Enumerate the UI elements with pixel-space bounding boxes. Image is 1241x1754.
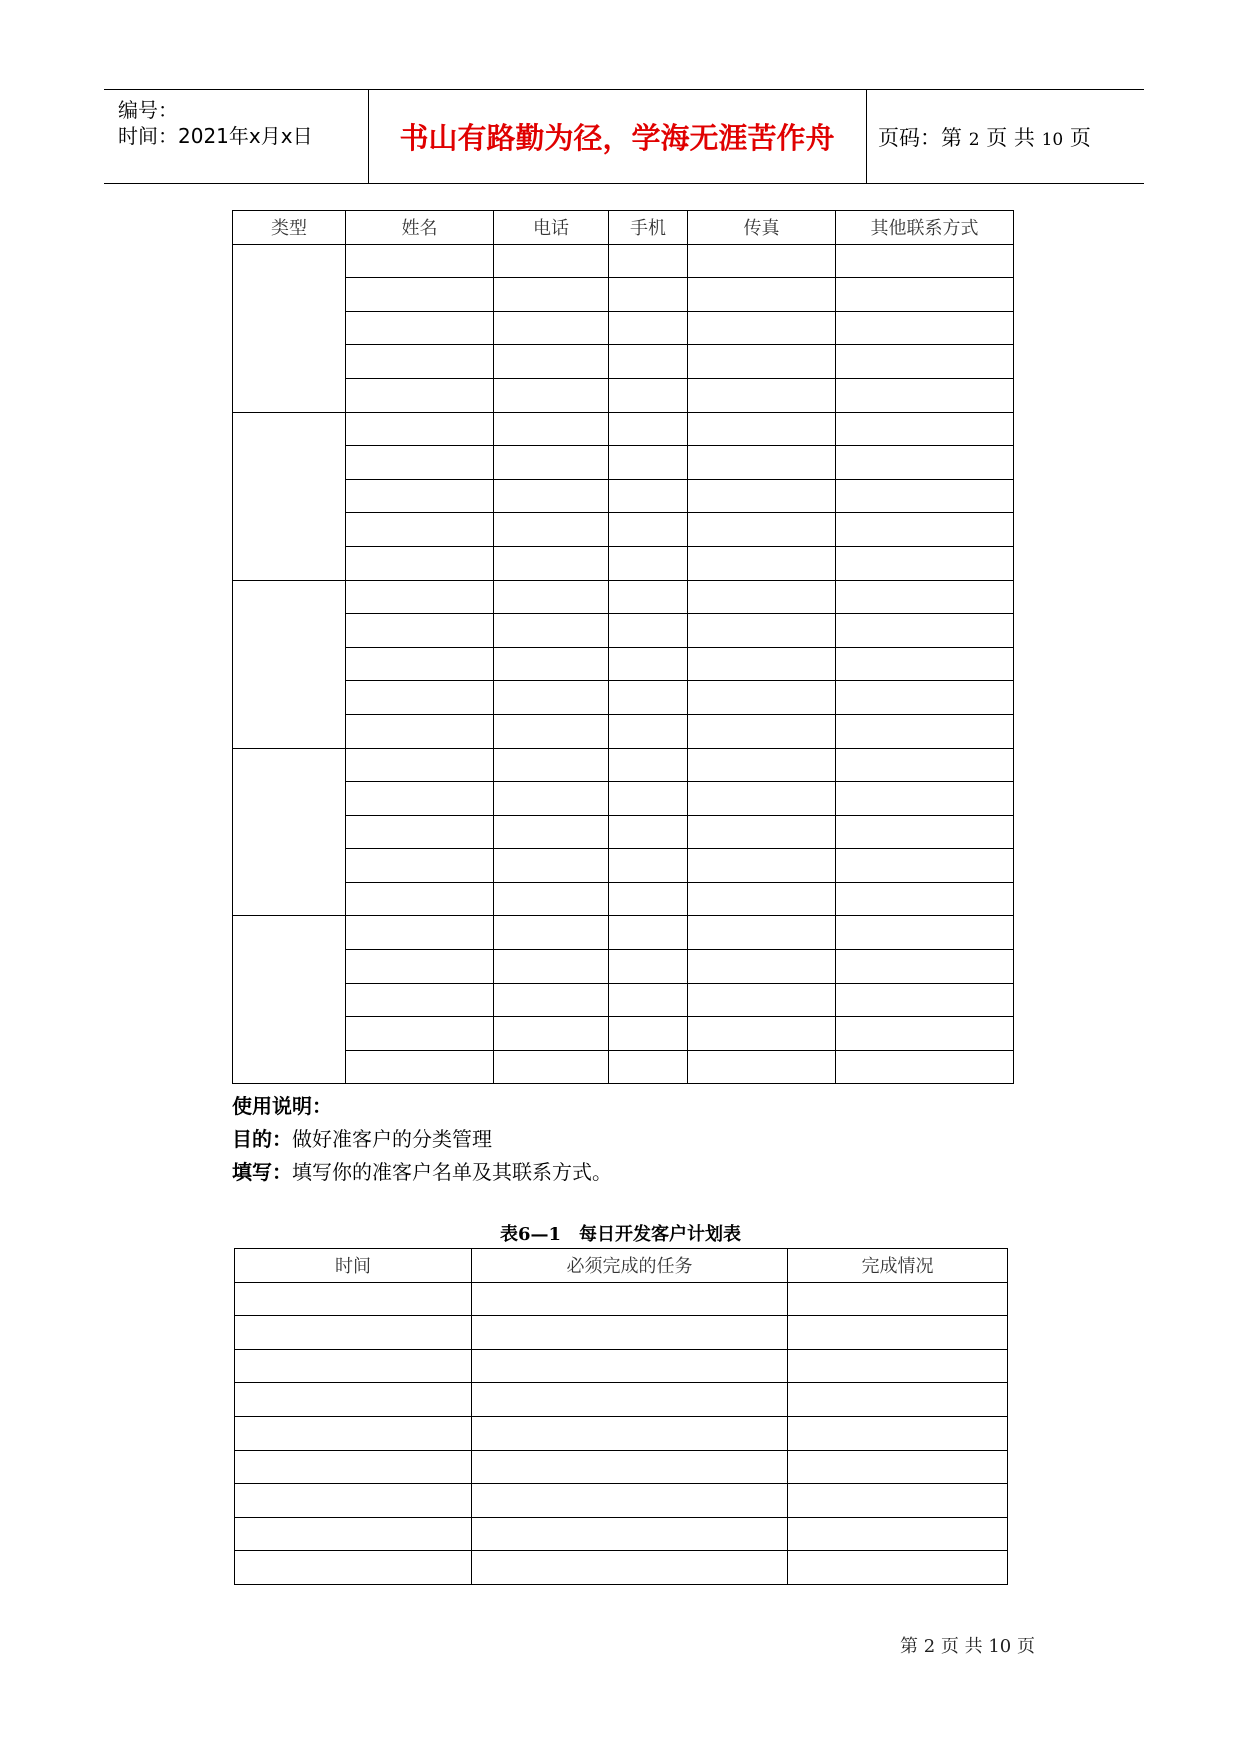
plan-table-body bbox=[235, 1282, 1008, 1584]
time-cell[interactable] bbox=[235, 1517, 472, 1551]
other-contact-cell[interactable] bbox=[836, 345, 1014, 379]
mobile-cell[interactable] bbox=[609, 782, 688, 816]
other-contact-cell[interactable] bbox=[836, 983, 1014, 1017]
table-row bbox=[235, 1484, 1008, 1518]
fax-cell[interactable] bbox=[688, 278, 836, 312]
task-cell[interactable] bbox=[472, 1450, 788, 1484]
table-row bbox=[233, 479, 1014, 513]
fill-line bbox=[232, 1156, 612, 1189]
table-row bbox=[233, 849, 1014, 883]
fax-cell[interactable] bbox=[688, 849, 836, 883]
col-header-other-contact: 其他联系方式 bbox=[836, 211, 1014, 245]
table-row bbox=[233, 647, 1014, 681]
time-cell[interactable] bbox=[235, 1349, 472, 1383]
other-contact-cell[interactable] bbox=[836, 1050, 1014, 1084]
name-cell[interactable] bbox=[346, 1050, 494, 1084]
table-row bbox=[235, 1282, 1008, 1316]
mobile-cell[interactable] bbox=[609, 647, 688, 681]
page-suffix: 页 bbox=[1069, 126, 1091, 150]
task-cell[interactable] bbox=[472, 1517, 788, 1551]
phone-cell[interactable] bbox=[494, 278, 609, 312]
mobile-cell[interactable] bbox=[609, 546, 688, 580]
fax-cell[interactable] bbox=[688, 714, 836, 748]
mobile-cell[interactable] bbox=[609, 446, 688, 480]
header-info-cell bbox=[104, 90, 369, 183]
table-row bbox=[233, 950, 1014, 984]
mobile-cell[interactable] bbox=[609, 580, 688, 614]
table-row bbox=[233, 311, 1014, 345]
other-contact-cell[interactable] bbox=[836, 311, 1014, 345]
status-cell[interactable] bbox=[788, 1416, 1008, 1450]
table-row bbox=[233, 1017, 1014, 1051]
document-header bbox=[104, 89, 1144, 184]
page-mid: 页 共 bbox=[986, 126, 1035, 150]
time-cell[interactable] bbox=[235, 1484, 472, 1518]
page-footer: 第 2 页 共 10 页 bbox=[900, 1636, 1035, 1657]
mobile-cell[interactable] bbox=[609, 815, 688, 849]
name-cell[interactable] bbox=[346, 446, 494, 480]
purpose-text: 做好准客户的分类管理 bbox=[292, 1127, 492, 1151]
name-cell[interactable] bbox=[346, 782, 494, 816]
contact-table-body bbox=[233, 244, 1014, 1084]
name-cell[interactable] bbox=[346, 815, 494, 849]
mobile-cell[interactable] bbox=[609, 412, 688, 446]
page-total: 10 bbox=[1041, 130, 1064, 150]
type-cell[interactable] bbox=[233, 916, 346, 1084]
fill-label: 填写： bbox=[232, 1160, 292, 1184]
other-contact-cell[interactable] bbox=[836, 815, 1014, 849]
name-cell[interactable] bbox=[346, 849, 494, 883]
other-contact-cell[interactable] bbox=[836, 580, 1014, 614]
other-contact-cell[interactable] bbox=[836, 278, 1014, 312]
table-row bbox=[233, 916, 1014, 950]
name-cell[interactable] bbox=[346, 714, 494, 748]
table-row bbox=[233, 513, 1014, 547]
plan-table bbox=[234, 1248, 1008, 1585]
other-contact-cell[interactable] bbox=[836, 479, 1014, 513]
phone-cell[interactable] bbox=[494, 546, 609, 580]
mobile-cell[interactable] bbox=[609, 614, 688, 648]
mobile-cell[interactable] bbox=[609, 345, 688, 379]
fax-cell[interactable] bbox=[688, 882, 836, 916]
notes-title-line bbox=[232, 1090, 612, 1123]
time-cell[interactable] bbox=[235, 1316, 472, 1350]
phone-cell[interactable] bbox=[494, 647, 609, 681]
fax-cell[interactable] bbox=[688, 446, 836, 480]
page-prefix: 页码：第 bbox=[878, 126, 962, 150]
phone-cell[interactable] bbox=[494, 681, 609, 715]
phone-cell[interactable] bbox=[494, 849, 609, 883]
table-row bbox=[233, 748, 1014, 782]
table-row bbox=[233, 546, 1014, 580]
fax-cell[interactable] bbox=[688, 580, 836, 614]
table-row bbox=[233, 580, 1014, 614]
status-cell[interactable] bbox=[788, 1316, 1008, 1350]
fax-cell[interactable] bbox=[688, 647, 836, 681]
phone-cell[interactable] bbox=[494, 412, 609, 446]
mobile-cell[interactable] bbox=[609, 950, 688, 984]
name-cell[interactable] bbox=[346, 244, 494, 278]
status-cell[interactable] bbox=[788, 1484, 1008, 1518]
name-cell[interactable] bbox=[346, 983, 494, 1017]
type-cell[interactable] bbox=[233, 244, 346, 412]
col-header-name: 姓名 bbox=[346, 211, 494, 245]
name-cell[interactable] bbox=[346, 882, 494, 916]
name-cell[interactable] bbox=[346, 311, 494, 345]
col-header-status: 完成情况 bbox=[788, 1249, 1008, 1283]
time-label: 时间：2021年x月x日 bbox=[118, 124, 313, 148]
col-header-fax: 传真 bbox=[688, 211, 836, 245]
header-motto-cell bbox=[368, 90, 867, 183]
table-row bbox=[233, 882, 1014, 916]
status-cell[interactable] bbox=[788, 1349, 1008, 1383]
col-header-type: 类型 bbox=[233, 211, 346, 245]
phone-cell[interactable] bbox=[494, 311, 609, 345]
name-cell[interactable] bbox=[346, 546, 494, 580]
phone-cell[interactable] bbox=[494, 244, 609, 278]
fax-cell[interactable] bbox=[688, 782, 836, 816]
mobile-cell[interactable] bbox=[609, 849, 688, 883]
status-cell[interactable] bbox=[788, 1282, 1008, 1316]
mobile-cell[interactable] bbox=[609, 278, 688, 312]
table-row bbox=[235, 1517, 1008, 1551]
mobile-cell[interactable] bbox=[609, 1017, 688, 1051]
mobile-cell[interactable] bbox=[609, 244, 688, 278]
other-contact-cell[interactable] bbox=[836, 950, 1014, 984]
table-row bbox=[233, 244, 1014, 278]
motto-text: 书山有路勤为径，学海无涯苦作舟 bbox=[399, 121, 835, 155]
page-indicator bbox=[878, 122, 1091, 152]
fill-text: 填写你的准客户名单及其联系方式。 bbox=[292, 1160, 612, 1184]
col-header-mobile: 手机 bbox=[609, 211, 688, 245]
plan-table-header-row bbox=[235, 1249, 1008, 1283]
page-current: 2 bbox=[968, 130, 980, 150]
type-cell[interactable] bbox=[233, 412, 346, 580]
other-contact-cell[interactable] bbox=[836, 849, 1014, 883]
task-cell[interactable] bbox=[472, 1416, 788, 1450]
status-cell[interactable] bbox=[788, 1517, 1008, 1551]
other-contact-cell[interactable] bbox=[836, 916, 1014, 950]
other-contact-cell[interactable] bbox=[836, 681, 1014, 715]
table-row bbox=[235, 1551, 1008, 1585]
fax-cell[interactable] bbox=[688, 1017, 836, 1051]
fax-cell[interactable] bbox=[688, 950, 836, 984]
fax-cell[interactable] bbox=[688, 614, 836, 648]
mobile-cell[interactable] bbox=[609, 882, 688, 916]
mobile-cell[interactable] bbox=[609, 916, 688, 950]
other-contact-cell[interactable] bbox=[836, 1017, 1014, 1051]
name-cell[interactable] bbox=[346, 412, 494, 446]
phone-cell[interactable] bbox=[494, 345, 609, 379]
name-cell[interactable] bbox=[346, 378, 494, 412]
phone-cell[interactable] bbox=[494, 1017, 609, 1051]
phone-cell[interactable] bbox=[494, 378, 609, 412]
mobile-cell[interactable] bbox=[609, 513, 688, 547]
fax-cell[interactable] bbox=[688, 244, 836, 278]
table-row bbox=[235, 1383, 1008, 1417]
task-cell[interactable] bbox=[472, 1484, 788, 1518]
fax-cell[interactable] bbox=[688, 815, 836, 849]
fax-cell[interactable] bbox=[688, 983, 836, 1017]
other-contact-cell[interactable] bbox=[836, 647, 1014, 681]
status-cell[interactable] bbox=[788, 1551, 1008, 1585]
type-cell[interactable] bbox=[233, 580, 346, 748]
fax-cell[interactable] bbox=[688, 513, 836, 547]
phone-cell[interactable] bbox=[494, 446, 609, 480]
name-cell[interactable] bbox=[346, 950, 494, 984]
other-contact-cell[interactable] bbox=[836, 513, 1014, 547]
phone-cell[interactable] bbox=[494, 748, 609, 782]
contact-table-header-row bbox=[233, 211, 1014, 245]
table-row bbox=[233, 614, 1014, 648]
table-row bbox=[233, 681, 1014, 715]
name-cell[interactable] bbox=[346, 916, 494, 950]
purpose-line bbox=[232, 1123, 612, 1156]
time-cell[interactable] bbox=[235, 1416, 472, 1450]
phone-cell[interactable] bbox=[494, 950, 609, 984]
table-row bbox=[235, 1316, 1008, 1350]
name-cell[interactable] bbox=[346, 513, 494, 547]
mobile-cell[interactable] bbox=[609, 681, 688, 715]
table-row bbox=[233, 378, 1014, 412]
mobile-cell[interactable] bbox=[609, 748, 688, 782]
other-contact-cell[interactable] bbox=[836, 748, 1014, 782]
name-cell[interactable] bbox=[346, 580, 494, 614]
phone-cell[interactable] bbox=[494, 513, 609, 547]
fax-cell[interactable] bbox=[688, 378, 836, 412]
time-cell[interactable] bbox=[235, 1551, 472, 1585]
phone-cell[interactable] bbox=[494, 1050, 609, 1084]
table-row bbox=[233, 714, 1014, 748]
table-row bbox=[233, 1050, 1014, 1084]
table-row bbox=[233, 412, 1014, 446]
mobile-cell[interactable] bbox=[609, 983, 688, 1017]
fax-cell[interactable] bbox=[688, 1050, 836, 1084]
phone-cell[interactable] bbox=[494, 882, 609, 916]
table-row bbox=[233, 446, 1014, 480]
task-cell[interactable] bbox=[472, 1316, 788, 1350]
table-row bbox=[235, 1450, 1008, 1484]
task-cell[interactable] bbox=[472, 1282, 788, 1316]
name-cell[interactable] bbox=[346, 647, 494, 681]
mobile-cell[interactable] bbox=[609, 714, 688, 748]
col-header-task: 必须完成的任务 bbox=[472, 1249, 788, 1283]
status-cell[interactable] bbox=[788, 1383, 1008, 1417]
other-contact-cell[interactable] bbox=[836, 614, 1014, 648]
header-page-cell bbox=[866, 90, 1144, 183]
table-row bbox=[233, 815, 1014, 849]
phone-cell[interactable] bbox=[494, 714, 609, 748]
other-contact-cell[interactable] bbox=[836, 546, 1014, 580]
fax-cell[interactable] bbox=[688, 681, 836, 715]
other-contact-cell[interactable] bbox=[836, 882, 1014, 916]
fax-cell[interactable] bbox=[688, 546, 836, 580]
phone-cell[interactable] bbox=[494, 580, 609, 614]
mobile-cell[interactable] bbox=[609, 479, 688, 513]
name-cell[interactable] bbox=[346, 278, 494, 312]
phone-cell[interactable] bbox=[494, 782, 609, 816]
fax-cell[interactable] bbox=[688, 311, 836, 345]
fax-cell[interactable] bbox=[688, 479, 836, 513]
name-cell[interactable] bbox=[346, 614, 494, 648]
phone-cell[interactable] bbox=[494, 479, 609, 513]
mobile-cell[interactable] bbox=[609, 378, 688, 412]
purpose-label: 目的： bbox=[232, 1127, 292, 1151]
table-row bbox=[233, 278, 1014, 312]
time-cell[interactable] bbox=[235, 1282, 472, 1316]
fax-cell[interactable] bbox=[688, 748, 836, 782]
other-contact-cell[interactable] bbox=[836, 446, 1014, 480]
table-row bbox=[233, 983, 1014, 1017]
other-contact-cell[interactable] bbox=[836, 412, 1014, 446]
col-header-time: 时间 bbox=[235, 1249, 472, 1283]
time-cell[interactable] bbox=[235, 1383, 472, 1417]
col-header-phone: 电话 bbox=[494, 211, 609, 245]
time-cell[interactable] bbox=[235, 1450, 472, 1484]
name-cell[interactable] bbox=[346, 479, 494, 513]
name-cell[interactable] bbox=[346, 681, 494, 715]
phone-cell[interactable] bbox=[494, 815, 609, 849]
fax-cell[interactable] bbox=[688, 916, 836, 950]
phone-cell[interactable] bbox=[494, 916, 609, 950]
status-cell[interactable] bbox=[788, 1450, 1008, 1484]
table-row bbox=[235, 1416, 1008, 1450]
table-row bbox=[233, 345, 1014, 379]
table-row bbox=[235, 1349, 1008, 1383]
task-cell[interactable] bbox=[472, 1551, 788, 1585]
phone-cell[interactable] bbox=[494, 614, 609, 648]
notes-title: 使用说明： bbox=[232, 1094, 332, 1118]
other-contact-cell[interactable] bbox=[836, 378, 1014, 412]
type-cell[interactable] bbox=[233, 748, 346, 916]
other-contact-cell[interactable] bbox=[836, 244, 1014, 278]
number-label: 编号： bbox=[118, 98, 178, 122]
name-cell[interactable] bbox=[346, 345, 494, 379]
task-cell[interactable] bbox=[472, 1383, 788, 1417]
mobile-cell[interactable] bbox=[609, 311, 688, 345]
other-contact-cell[interactable] bbox=[836, 714, 1014, 748]
fax-cell[interactable] bbox=[688, 345, 836, 379]
plan-table-caption: 表6—1 每日开发客户计划表 bbox=[499, 1224, 742, 1245]
phone-cell[interactable] bbox=[494, 983, 609, 1017]
task-cell[interactable] bbox=[472, 1349, 788, 1383]
mobile-cell[interactable] bbox=[609, 1050, 688, 1084]
usage-notes bbox=[232, 1090, 612, 1189]
table-row bbox=[233, 782, 1014, 816]
name-cell[interactable] bbox=[346, 1017, 494, 1051]
fax-cell[interactable] bbox=[688, 412, 836, 446]
name-cell[interactable] bbox=[346, 748, 494, 782]
other-contact-cell[interactable] bbox=[836, 782, 1014, 816]
contact-table bbox=[232, 210, 1014, 1084]
